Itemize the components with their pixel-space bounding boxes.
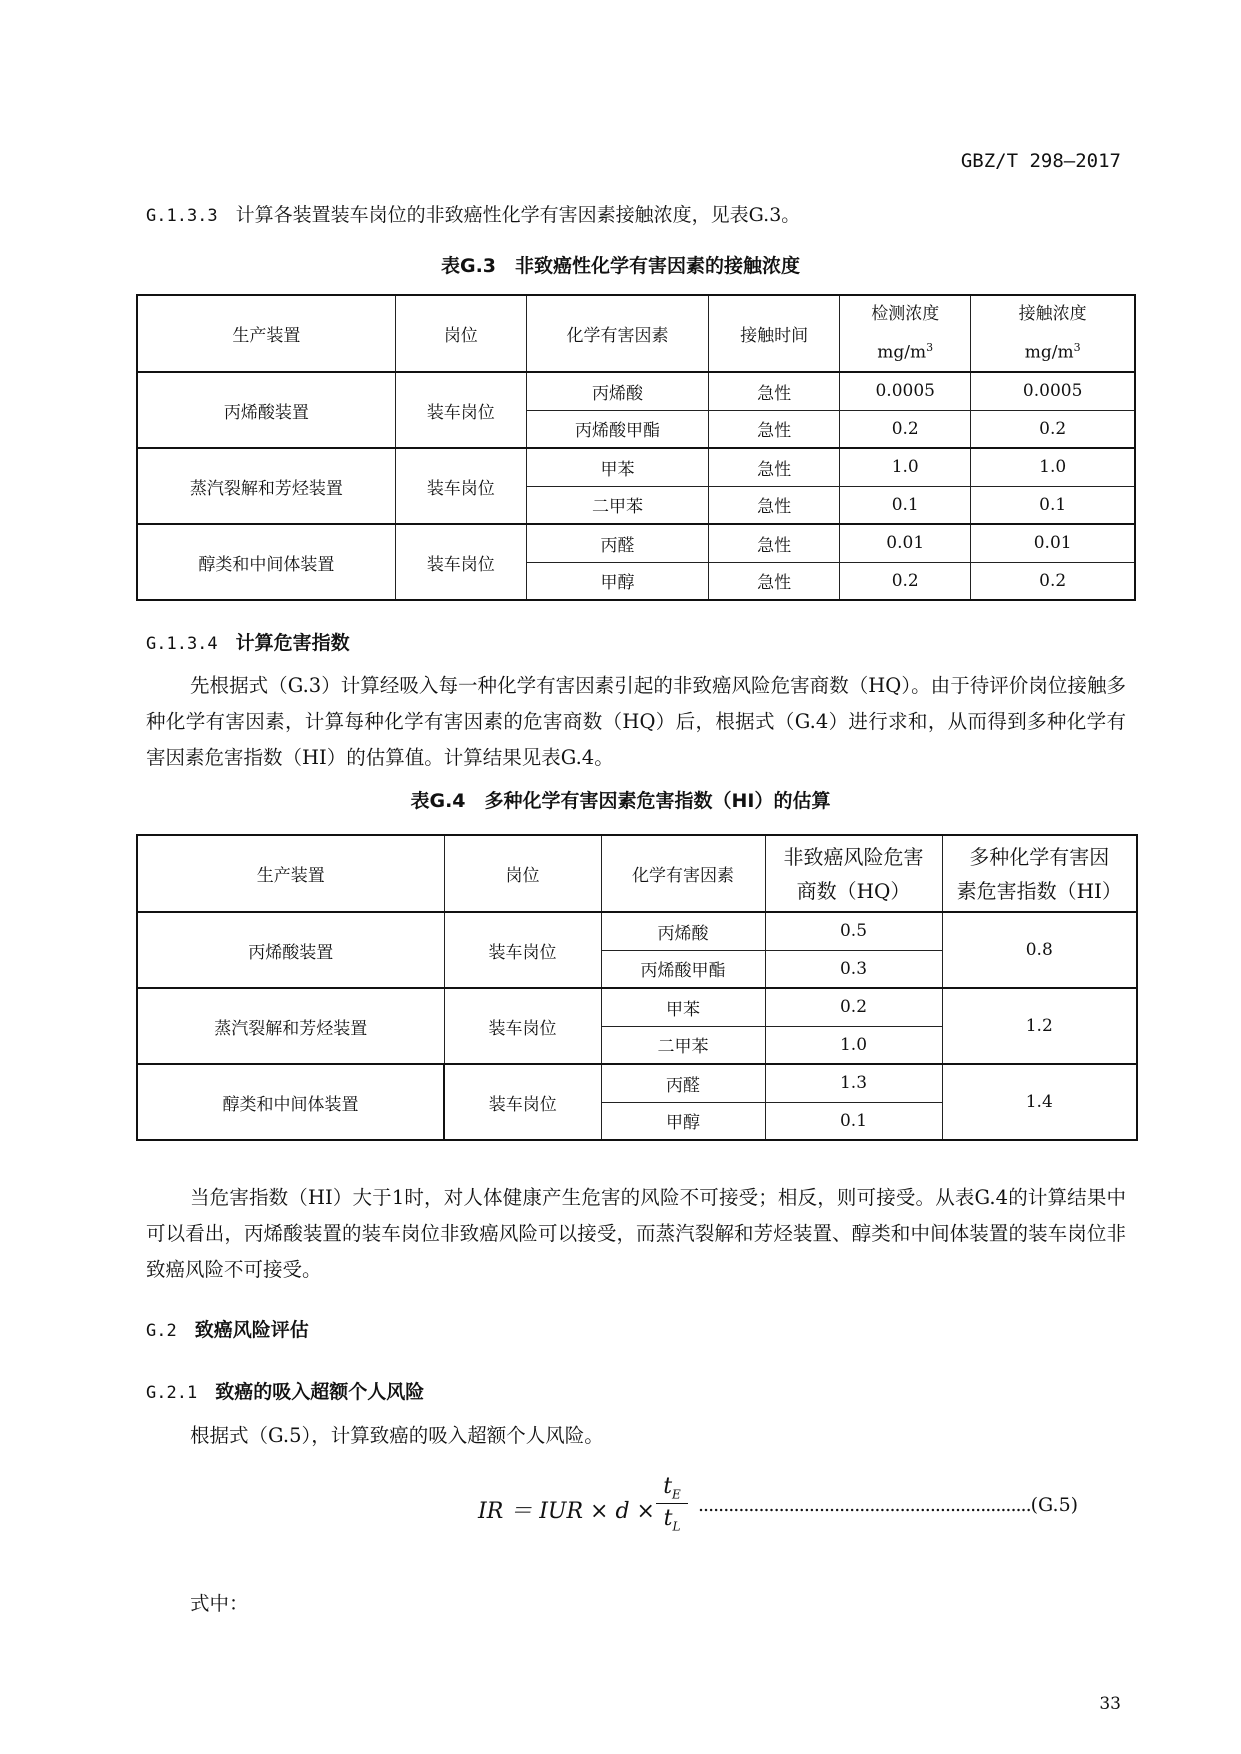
header-detect: 检测浓度 $mg/m^3$ [840, 295, 971, 372]
factor-cell: 甲苯 [601, 988, 765, 1026]
page-number: 33 [1099, 1694, 1121, 1714]
factor-cell: 甲苯 [526, 448, 708, 486]
formula-g5 [0, 1472, 1241, 1552]
time-cell: 急性 [709, 372, 840, 410]
detect-cell: 0.01 [840, 524, 971, 562]
hi-cell: 0.8 [942, 912, 1137, 988]
factor-cell: 二甲苯 [601, 1026, 765, 1064]
header-hq: 非致癌风险危害 商数（HQ） [765, 835, 942, 912]
hq-cell: 1.3 [765, 1064, 942, 1102]
post-cell: 装车岗位 [444, 912, 601, 988]
header-exposure: 接触浓度 $mg/m^3$ [971, 295, 1135, 372]
post-cell: 装车岗位 [395, 372, 526, 448]
post-cell: 装车岗位 [395, 524, 526, 600]
hq-cell: 0.5 [765, 912, 942, 950]
hi-cell: 1.4 [942, 1064, 1137, 1140]
factor-cell: 丙烯酸甲酯 [526, 410, 708, 448]
header-device: 生产装置 [137, 295, 395, 372]
time-cell: 急性 [709, 448, 840, 486]
factor-cell: 丙烯酸甲酯 [601, 950, 765, 988]
hq-cell: 0.2 [765, 988, 942, 1026]
header-post: 岗位 [395, 295, 526, 372]
section-text: 计算各装置装车岗位的非致癌性化学有害因素接触浓度，见表G.3。 [235, 204, 801, 226]
paragraph-2: 当危害指数（HI）大于1时，对人体健康产生危害的风险不可接受；相反，则可接受。从表G.4的计算结果中可以看出，丙烯酸装置的装车岗位非致癌风险可以接受，而蒸汽裂解和芳烃装置、醇类和中间体装置的装车岗位非致癌风险不可接受。 [146, 1186, 1126, 1281]
detect-cell: 0.2 [840, 562, 971, 600]
paragraph-3: 根据式（G.5），计算致癌的吸入超额个人风险。 [190, 1424, 604, 1447]
section-number: G.1.3.3 [146, 206, 218, 226]
detect-cell: 0.2 [840, 410, 971, 448]
section-g133 [146, 200, 800, 227]
formula-lhs: IR ＝ IUR × d × [478, 1499, 655, 1524]
time-cell: 急性 [709, 562, 840, 600]
exposure-cell: 0.1 [971, 486, 1135, 524]
post-cell: 装车岗位 [395, 448, 526, 524]
device-cell: 醇类和中间体装置 [137, 524, 395, 600]
formula-denominator: $t_L$ [663, 1506, 681, 1534]
detect-cell: 0.0005 [840, 372, 971, 410]
exposure-cell: 0.01 [971, 524, 1135, 562]
paragraph-1: 先根据式（G.3）计算经吸入每一种化学有害因素引起的非致癌风险危害商数（HQ）。由于待评价岗位接触多种化学有害因素，计算每种化学有害因素的危害商数（HQ）后，根据式（G.4）进行求和，从而得到多种化学有害因素危害指数（HI）的估算值。计算结果见表G.4。 [146, 674, 1126, 769]
section-text: 致癌风险评估 [194, 1319, 309, 1341]
hq-cell: 0.3 [765, 950, 942, 988]
table-g4 [136, 834, 1138, 1141]
header-time: 接触时间 [709, 295, 840, 372]
section-g21 [146, 1377, 424, 1404]
time-cell: 急性 [709, 410, 840, 448]
device-cell: 蒸汽裂解和芳烃装置 [137, 988, 444, 1064]
exposure-cell: 0.2 [971, 562, 1135, 600]
section-text: 致癌的吸入超额个人风险 [215, 1381, 425, 1403]
device-cell: 丙烯酸装置 [137, 372, 395, 448]
factor-cell: 丙烯酸 [601, 912, 765, 950]
device-cell: 丙烯酸装置 [137, 912, 444, 988]
detect-cell: 0.1 [840, 486, 971, 524]
header-hi: 多种化学有害因 素危害指数（HI） [942, 835, 1137, 912]
time-cell: 急性 [709, 524, 840, 562]
factor-cell: 丙烯酸 [526, 372, 708, 410]
header-post: 岗位 [444, 835, 601, 912]
factor-cell: 甲醇 [526, 562, 708, 600]
factor-cell: 丙醛 [526, 524, 708, 562]
header-factor: 化学有害因素 [526, 295, 708, 372]
factor-cell: 甲醇 [601, 1102, 765, 1140]
hq-cell: 1.0 [765, 1026, 942, 1064]
section-number: G.2.1 [146, 1383, 198, 1403]
post-cell: 装车岗位 [444, 988, 601, 1064]
detect-cell: 1.0 [840, 448, 971, 486]
table-g4-caption: 表G.4 多种化学有害因素危害指数（HI）的估算 [410, 790, 831, 812]
formula-numerator: $t_E$ [663, 1474, 681, 1502]
exposure-cell: 0.2 [971, 410, 1135, 448]
factor-cell: 丙醛 [601, 1064, 765, 1102]
section-number: G.1.3.4 [146, 634, 218, 654]
hq-cell: 0.1 [765, 1102, 942, 1140]
paragraph-4: 式中： [190, 1592, 249, 1615]
section-number: G.2 [146, 1321, 177, 1341]
section-g2 [146, 1315, 309, 1342]
exposure-cell: 0.0005 [971, 372, 1135, 410]
section-g134 [146, 628, 350, 655]
formula-label: (G.5) [1030, 1494, 1079, 1516]
exposure-cell: 1.0 [971, 448, 1135, 486]
table-g3-caption: 表G.3 非致癌性化学有害因素的接触浓度 [440, 255, 801, 277]
factor-cell: 二甲苯 [526, 486, 708, 524]
time-cell: 急性 [709, 486, 840, 524]
header-factor: 化学有害因素 [601, 835, 765, 912]
device-cell: 醇类和中间体装置 [137, 1064, 444, 1140]
section-text: 计算危害指数 [235, 632, 350, 654]
hi-cell: 1.2 [942, 988, 1137, 1064]
formula-fraction [656, 1474, 688, 1534]
formula-leader: ..................................................................(G.5) [698, 1494, 1079, 1516]
document-code: GBZ/T 298—2017 [960, 150, 1121, 172]
table-g3 [136, 294, 1136, 601]
header-device: 生产装置 [137, 835, 444, 912]
device-cell: 蒸汽裂解和芳烃装置 [137, 448, 395, 524]
post-cell: 装车岗位 [444, 1064, 601, 1140]
